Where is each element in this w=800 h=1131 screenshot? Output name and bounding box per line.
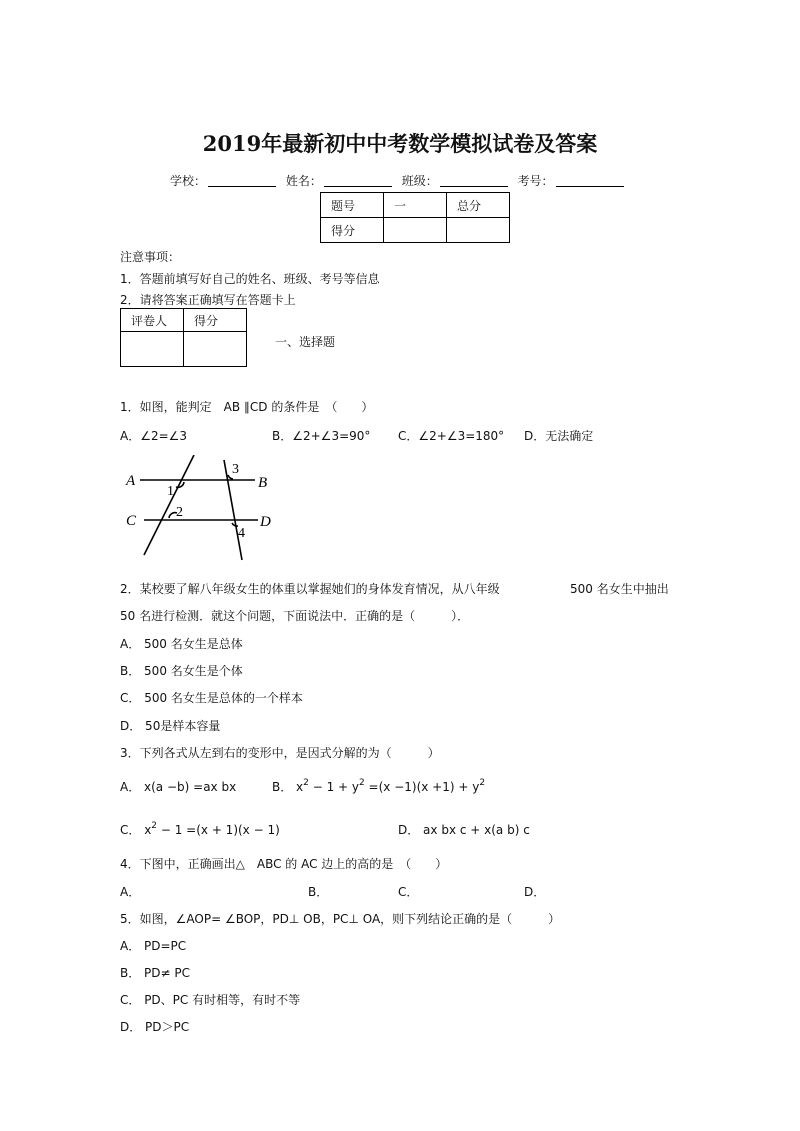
label-2: 2	[176, 505, 183, 520]
q2-option-c: C． 500 名女生是总体的一个样本	[120, 691, 303, 705]
student-info-row	[170, 172, 630, 189]
q3-b-sup1: 2	[303, 778, 309, 788]
grader-table	[120, 308, 247, 367]
score-header-question: 题号	[321, 193, 384, 218]
transversal-left	[144, 455, 194, 555]
q3-c-sup: 2	[151, 821, 158, 831]
q3-b-pre: B． x	[272, 780, 304, 794]
label-3: 3	[232, 462, 239, 477]
q3-stem: 3．下列各式从左到右的变形中，是因式分解的为（ ）	[120, 746, 440, 760]
q5-option-c: C． PD、PC 有时相等，有时不等	[120, 993, 301, 1007]
school-field[interactable]	[208, 186, 276, 187]
score-header-section1: 一	[384, 193, 447, 218]
label-d: D	[260, 514, 271, 530]
q5-stem: 5．如图，∠AOP= ∠BOP，PD⊥ OB，PC⊥ OA，则下列结论正确的是（ ）	[120, 912, 561, 926]
q4-option-c: C．	[398, 885, 419, 899]
note-1: 1．答题前填写好自己的姓名、班级、考号等信息	[120, 272, 380, 286]
q5-option-a: A． PD=PC	[120, 939, 187, 953]
notes-heading: 注意事项：	[120, 250, 181, 264]
q3-option-c	[120, 821, 280, 838]
q3-b-post: =(x −1)(x +1) + y	[364, 780, 480, 794]
q2-stem-line1: 2．某校要了解八年级女生的体重以掌握她们的身体发育情况，从八年级	[120, 582, 500, 596]
q4-option-b: B．	[308, 885, 329, 899]
q1-option-a: A．∠2=∠3	[120, 429, 188, 443]
q2-option-d: D． 50是样本容量	[120, 719, 221, 733]
grader-cell	[121, 332, 184, 367]
label-a: A	[126, 473, 136, 489]
q2-option-a: A． 500 名女生是总体	[120, 637, 243, 651]
score-row-label: 得分	[321, 218, 384, 243]
label-c: C	[126, 513, 137, 529]
q1-option-d: D．无法确定	[524, 429, 594, 443]
q4-option-d: D．	[524, 885, 546, 899]
section-heading: 一、选择题	[275, 335, 336, 349]
score-table	[320, 192, 510, 243]
label-1: 1	[167, 484, 174, 499]
name-field[interactable]	[324, 186, 392, 187]
q4-option-a: A．	[120, 885, 141, 899]
q2-option-b: B． 500 名女生是个体	[120, 664, 243, 678]
q5-option-d: D． PD＞PC	[120, 1020, 190, 1034]
q3-b-sup3: 2	[479, 778, 486, 788]
q3-c-post: − 1 =(x + 1)(x − 1)	[157, 823, 280, 837]
exam-no-label: 考号：	[517, 174, 554, 188]
q5-option-b: B． PD≠ PC	[120, 966, 191, 980]
q3-option-b	[272, 778, 485, 795]
grader-header: 评卷人	[121, 309, 184, 332]
score-cell-total	[447, 218, 510, 243]
school-label: 学校：	[170, 174, 207, 188]
page-title: 2019年最新初中中考数学模拟试卷及答案	[202, 131, 598, 156]
exam-no-field[interactable]	[556, 186, 624, 187]
q1-figure	[120, 455, 280, 565]
name-label: 姓名：	[285, 174, 322, 188]
class-field[interactable]	[440, 186, 508, 187]
q1-stem: 1．如图，能判定 AB ∥CD 的条件是 （ ）	[120, 400, 374, 414]
grader-score-cell	[184, 332, 247, 367]
label-b: B	[258, 475, 268, 491]
q3-option-a: A． x(a −b) =ax bx	[120, 780, 237, 794]
q3-option-d: D． ax bx c + x(a b) c	[398, 823, 530, 837]
q2-stem-line1-end: 500 名女生中抽出	[570, 582, 669, 596]
score-cell-section1	[384, 218, 447, 243]
note-2: 2．请将答案正确填写在答题卡上	[120, 293, 296, 307]
label-4: 4	[238, 526, 245, 541]
grader-score-header: 得分	[184, 309, 247, 332]
q1-option-c: C．∠2+∠3=180°	[398, 429, 505, 443]
q2-stem-line2: 50 名进行检测．就这个问题，下面说法中．正确的是（ ）．	[120, 609, 470, 623]
q3-b-sup2: 2	[359, 778, 365, 788]
q1-option-b: B．∠2+∠3=90°	[272, 429, 371, 443]
score-header-total: 总分	[447, 193, 510, 218]
q3-c-pre: C． x	[120, 823, 152, 837]
class-label: 班级：	[401, 174, 438, 188]
q4-stem: 4．下图中，正确画出△ ABC 的 AC 边上的高的是 （ ）	[120, 857, 448, 871]
q3-b-mid: − 1 + y	[308, 780, 359, 794]
